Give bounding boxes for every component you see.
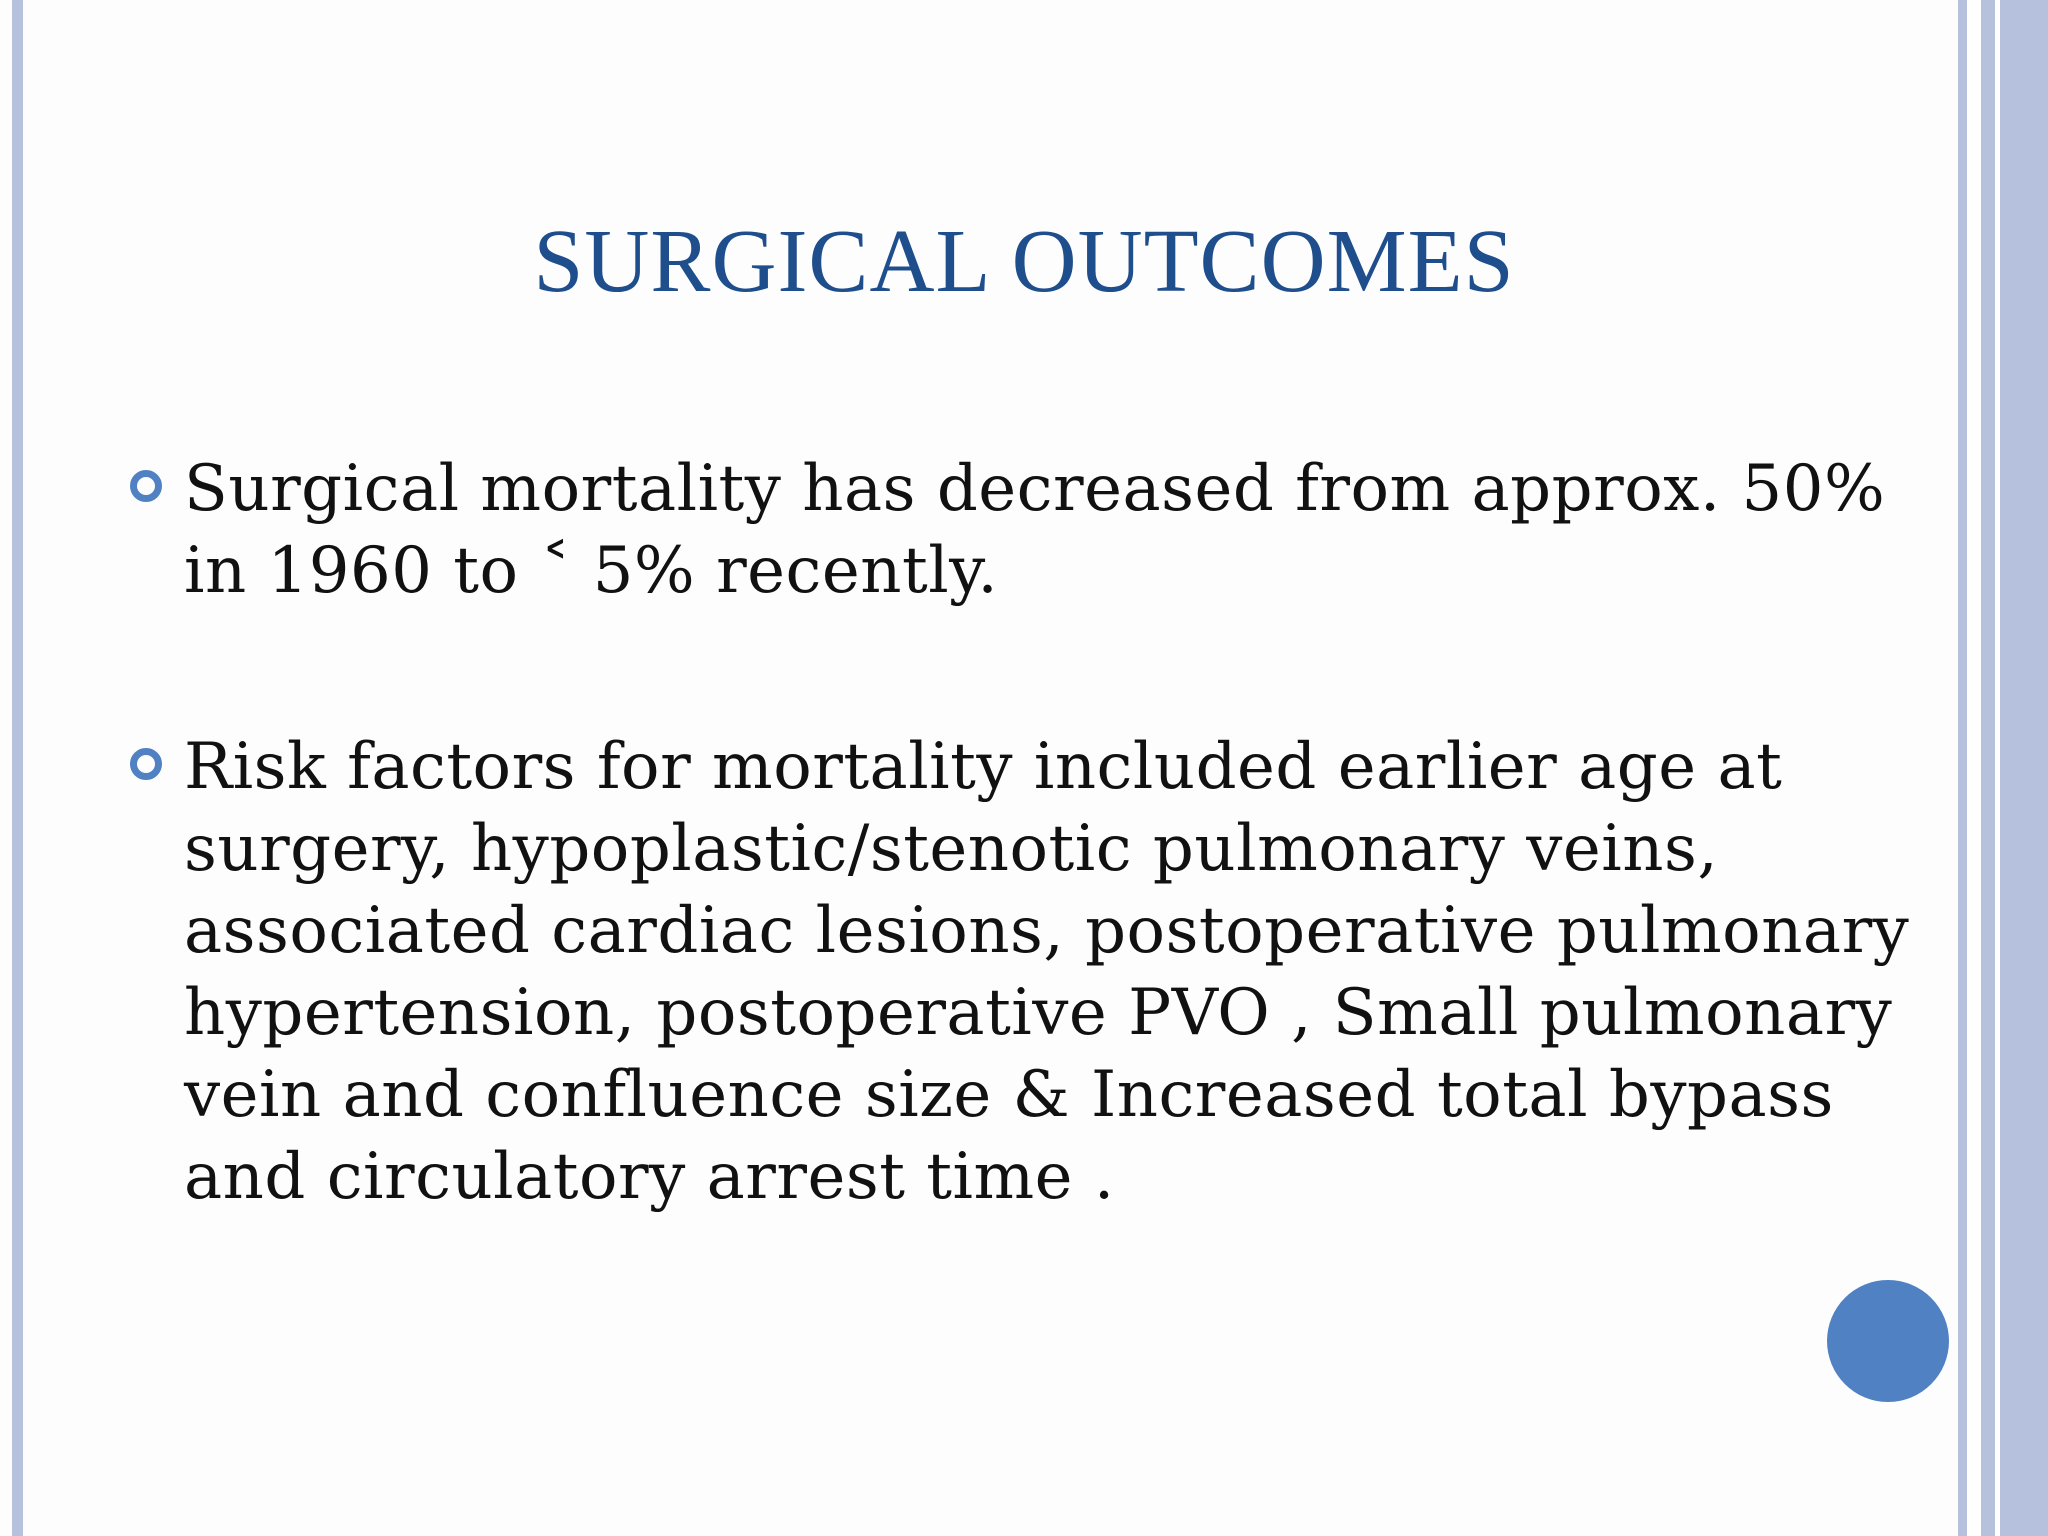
hollow-circle-bullet-icon [130, 748, 162, 780]
slide-title: SURGICAL OUTCOMES [533, 212, 1515, 311]
filled-circle-decoration-icon [1827, 1280, 1949, 1402]
bullet-text: Risk factors for mortality included earlier age at surgery, hypoplastic/stenotic pulmonary veins, associated cardiac lesions, postoperative pulmonary hypertension, postoperative PVO , Small pulmonary vein and confluence size & Increased total bypass and circulatory arrest time . [184, 730, 1910, 1214]
bullet-text: Surgical mortality has decreased from approx. 50% in 1960 to ˂ 5% recently. [184, 452, 1886, 608]
hollow-circle-bullet-icon [130, 470, 162, 502]
